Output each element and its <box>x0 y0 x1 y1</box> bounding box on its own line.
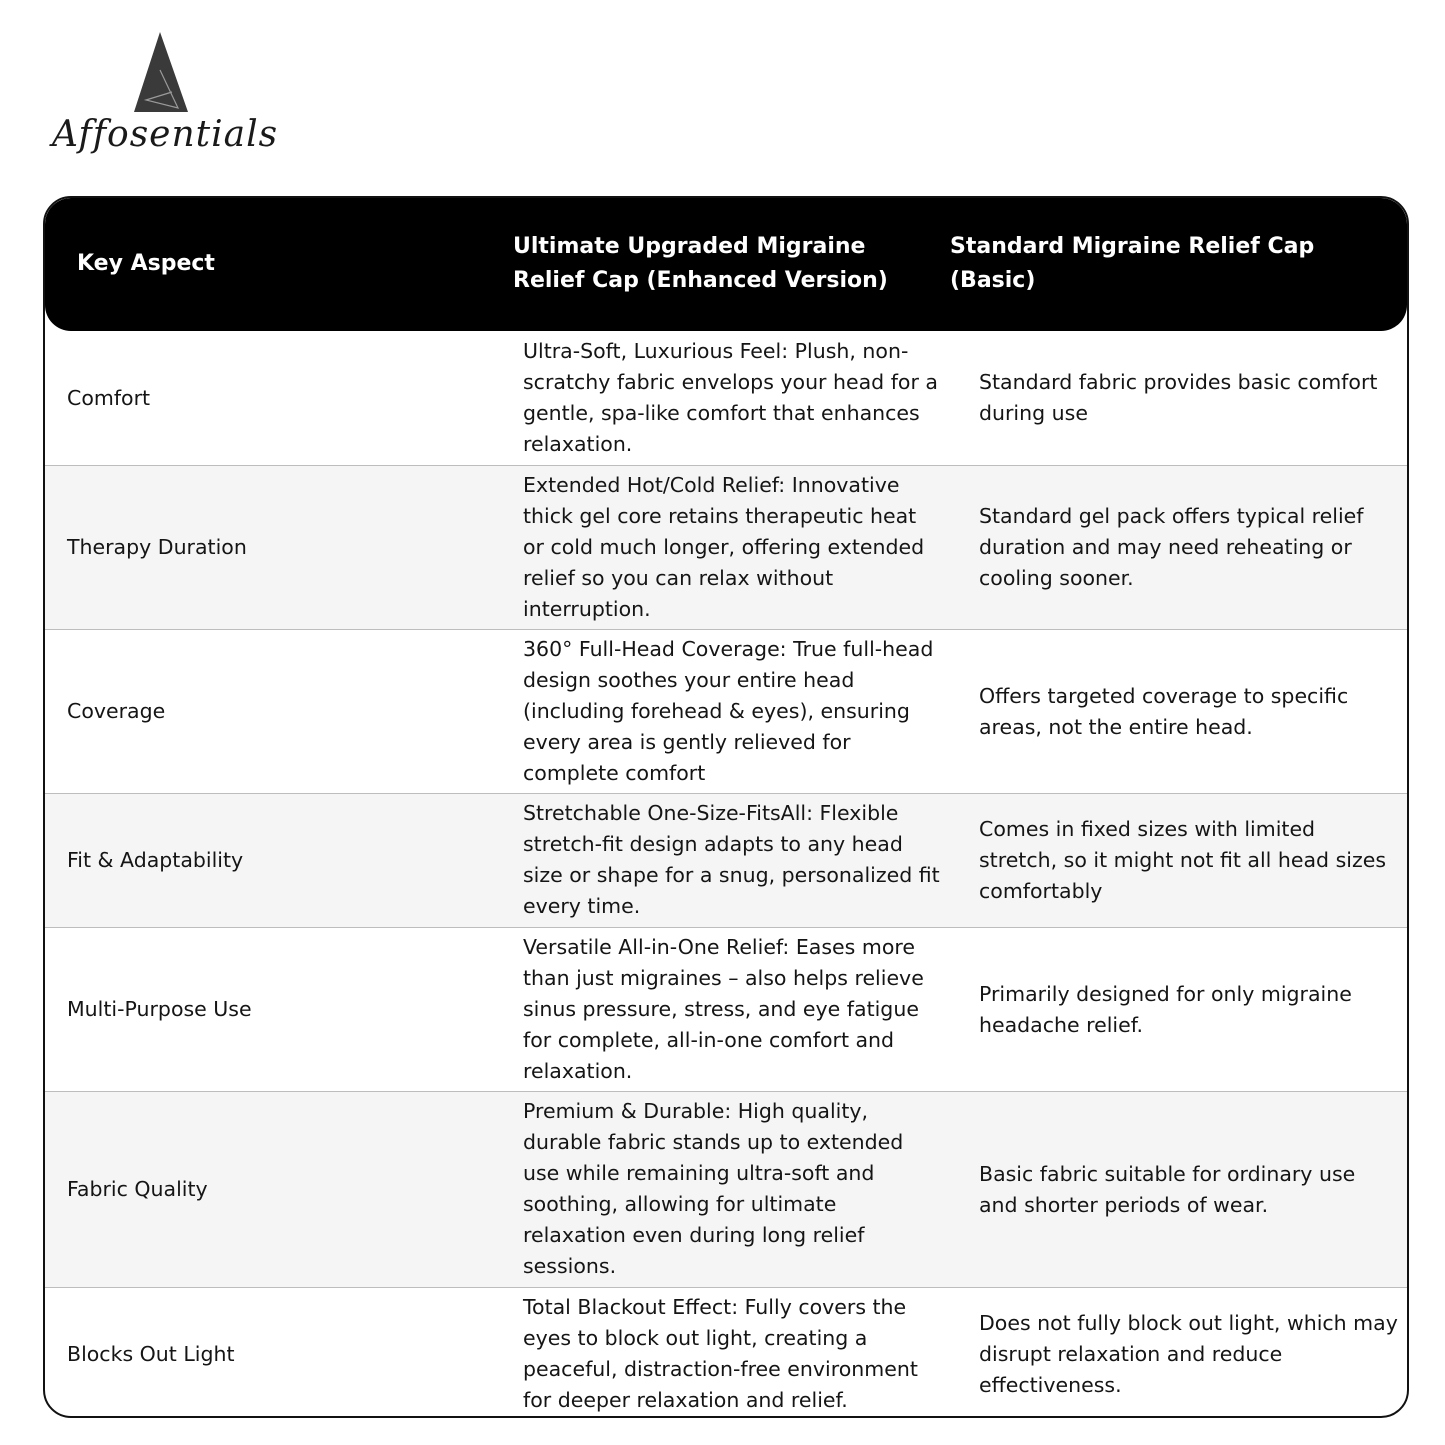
table-row <box>45 793 1409 927</box>
row-aspect: Multi-Purpose Use <box>67 997 252 1021</box>
row-standard: Offers targeted coverage to specific areas, not the entire head. <box>979 684 1349 739</box>
triangle-logo-icon <box>132 30 190 114</box>
row-ultimate: Versatile All-in-One Relief: Eases more than just migraines – also helps relieve sinus pressure, stress, and eye fatigue for complete, all-in-one comfort and relaxation. <box>523 935 924 1083</box>
table-row <box>45 331 1409 465</box>
row-aspect: Fit & Adaptability <box>67 848 244 872</box>
brand-name: Affosentials <box>52 114 279 155</box>
header-ultimate-cap: Ultimate Upgraded Migraine Relief Cap (Enhanced Version) <box>513 234 888 293</box>
row-ultimate: Stretchable One-Size-FitsAll: Flexible stretch-fit design adapts to any head size or shape for a snug, personalized fit every time. <box>523 801 940 918</box>
table-row <box>45 1091 1409 1287</box>
table-row <box>45 629 1409 793</box>
row-standard: Comes in fixed sizes with limited stretch, so it might not fit all head sizes comfortably <box>979 817 1387 903</box>
row-standard: Does not fully block out light, which may disrupt relaxation and reduce effectiveness. <box>979 1311 1398 1397</box>
row-aspect: Blocks Out Light <box>67 1342 235 1366</box>
row-ultimate: Total Blackout Effect: Fully covers the eyes to block out light, creating a peaceful, distraction-free environment for deeper relaxation and relief. <box>523 1295 918 1412</box>
row-ultimate: Ultra-Soft, Luxurious Feel: Plush, non-scratchy fabric envelops your head for a gentle, spa-like comfort that enhances relaxation. <box>523 339 938 456</box>
comparison-table <box>43 196 1409 1418</box>
row-ultimate: Premium & Durable: High quality, durable fabric stands up to extended use while remaining ultra-soft and soothing, allowing for ultimate relaxation even during long relief sessions. <box>523 1099 904 1278</box>
header-standard-cap: Standard Migraine Relief Cap (Basic) <box>950 234 1315 293</box>
table-row <box>45 1287 1409 1418</box>
table-row <box>45 927 1409 1091</box>
row-aspect: Comfort <box>67 386 151 410</box>
row-standard: Primarily designed for only migraine headache relief. <box>979 982 1352 1037</box>
row-standard: Standard fabric provides basic comfort during use <box>979 370 1378 425</box>
table-header <box>45 198 1407 331</box>
row-ultimate: Extended Hot/Cold Relief: Innovative thick gel core retains therapeutic heat or cold much longer, offering extended relief so you can relax without interruption. <box>523 473 925 621</box>
row-standard: Basic fabric suitable for ordinary use and shorter periods of wear. <box>979 1162 1356 1217</box>
row-aspect: Coverage <box>67 699 166 723</box>
header-key-aspect: Key Aspect <box>77 251 215 276</box>
row-aspect: Therapy Duration <box>67 535 247 559</box>
row-standard: Standard gel pack offers typical relief duration and may need reheating or cooling sooner. <box>979 504 1364 590</box>
brand-logo <box>52 30 279 160</box>
row-ultimate: 360° Full-Head Coverage: True full-head design soothes your entire head (including forehead & eyes), ensuring every area is gently relieved for complete comfort <box>523 637 934 785</box>
row-aspect: Fabric Quality <box>67 1177 208 1201</box>
table-row <box>45 465 1409 629</box>
